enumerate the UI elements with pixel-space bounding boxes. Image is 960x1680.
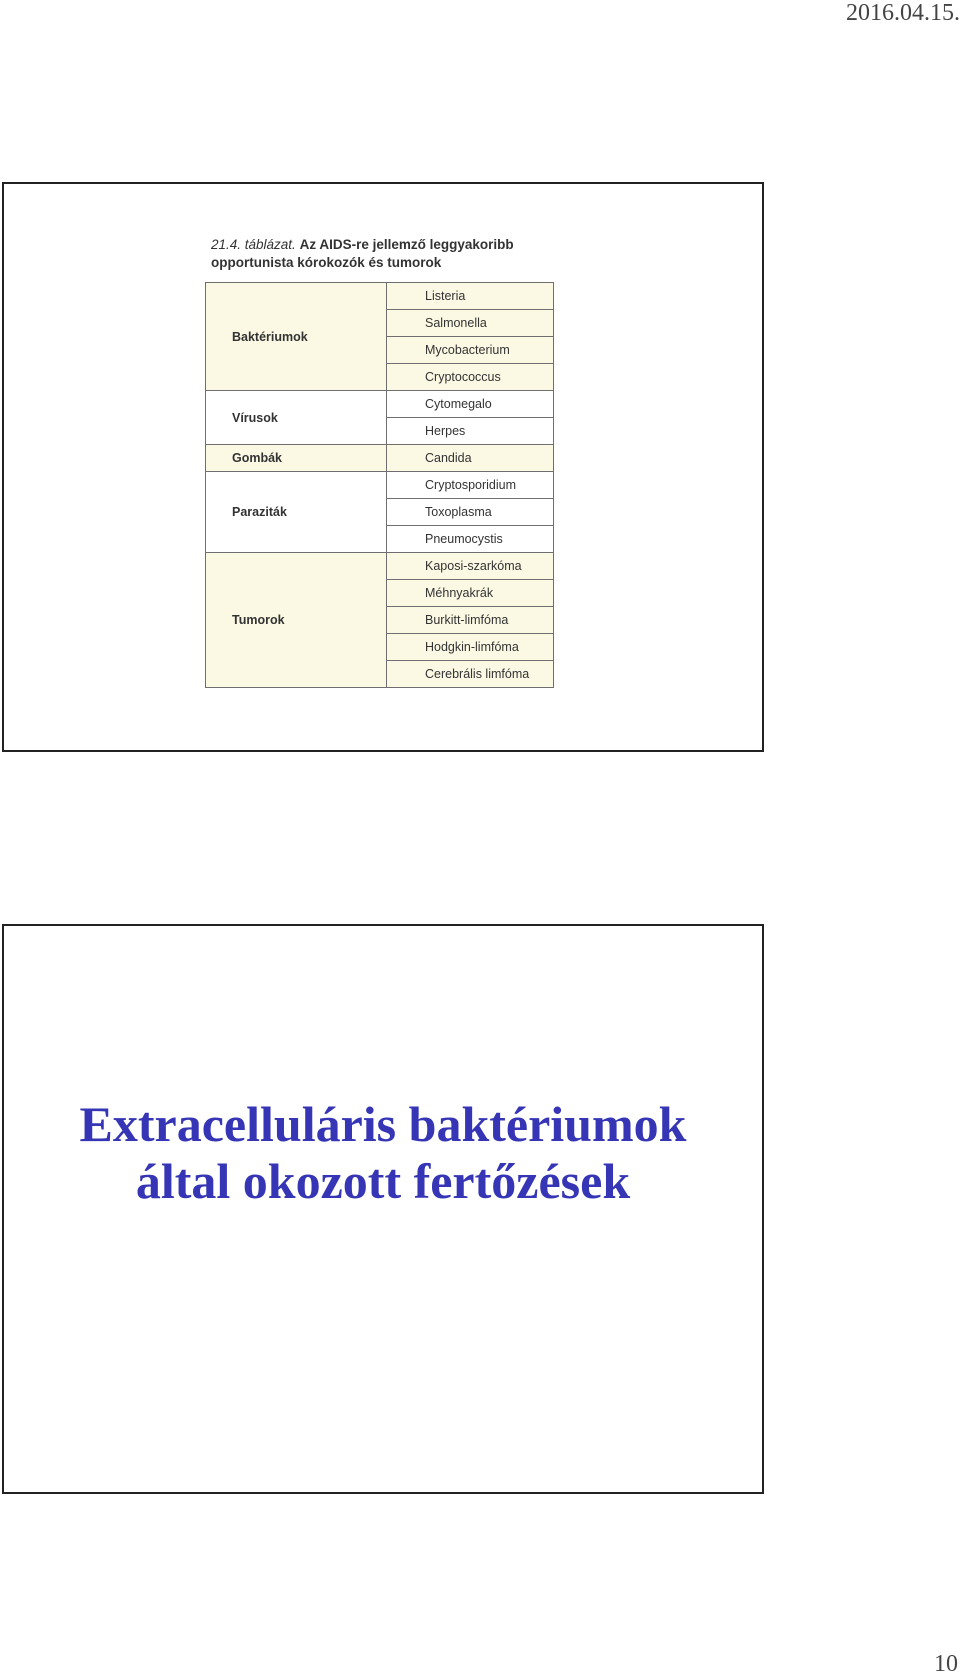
pathogen-cell: Toxoplasma [387,499,554,526]
slide-title-extracellular [2,924,764,1494]
category-cell: Gombák [206,445,387,472]
slide-title-line-1: Extracelluláris baktériumok [79,1096,687,1152]
pathogen-cell: Cryptosporidium [387,472,554,499]
category-cell: Baktériumok [206,283,387,391]
category-cell: Tumorok [206,553,387,688]
category-cell: Vírusok [206,391,387,445]
pathogen-cell: Pneumocystis [387,526,554,553]
slide-title-line-2: által okozott fertőzések [135,1153,631,1209]
slide-title [4,1096,762,1210]
pathogen-cell: Mycobacterium [387,337,554,364]
pathogen-cell: Cryptococcus [387,364,554,391]
table-row [206,472,554,499]
caption-number: 21.4. táblázat. [211,237,296,252]
pathogen-cell: Méhnyakrák [387,580,554,607]
pathogen-cell: Listeria [387,283,554,310]
pathogen-cell: Kaposi-szarkóma [387,553,554,580]
pathogen-cell: Cerebrális limfóma [387,661,554,688]
pathogen-cell: Salmonella [387,310,554,337]
pathogen-table [205,282,554,688]
category-cell: Paraziták [206,472,387,553]
pathogen-cell: Herpes [387,418,554,445]
table-row [206,553,554,580]
table-row [206,391,554,418]
page-number: 10 [934,1651,958,1677]
table-row [206,283,554,310]
pathogen-cell: Hodgkin-limfóma [387,634,554,661]
pathogen-cell: Cytomegalo [387,391,554,418]
caption-title: Az AIDS-re jellemző leggyakoribb opportunista kórokozók és tumorok [211,237,514,270]
pathogen-cell: Candida [387,445,554,472]
table-row [206,445,554,472]
print-date: 2016.04.15. [846,0,960,26]
table-caption [211,236,561,272]
slide-aids-table [2,182,764,752]
pathogen-cell: Burkitt-limfóma [387,607,554,634]
